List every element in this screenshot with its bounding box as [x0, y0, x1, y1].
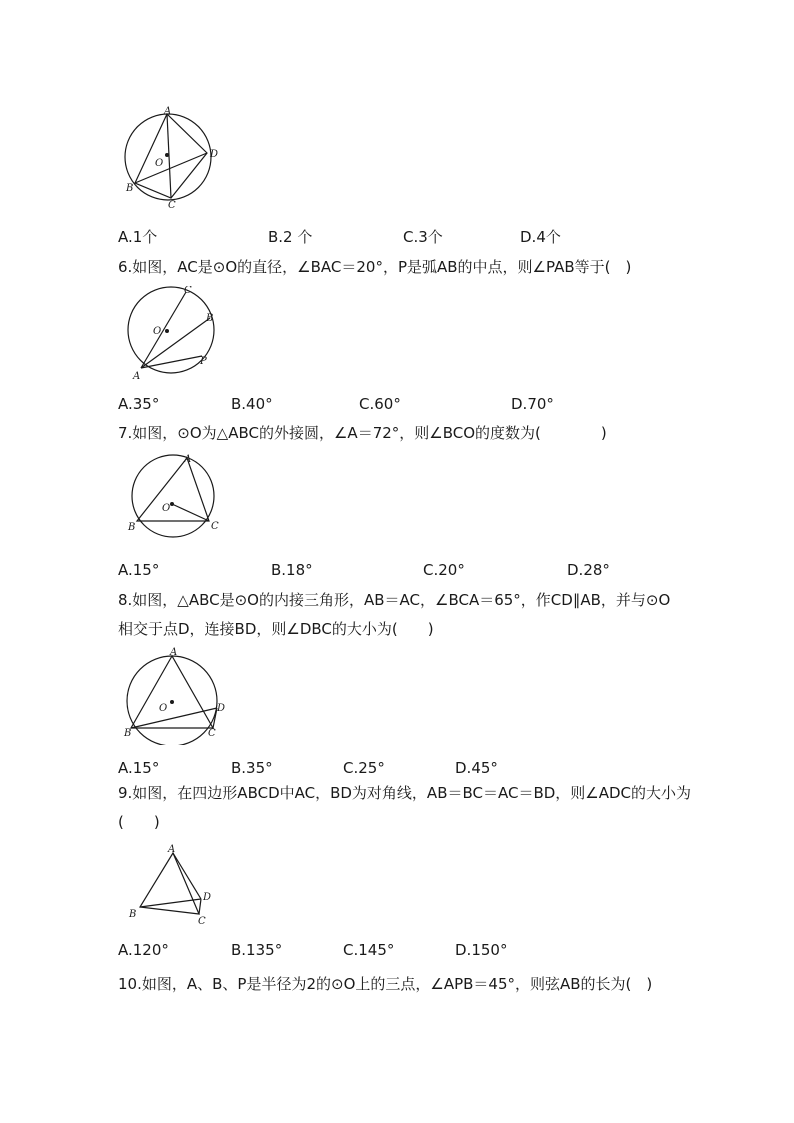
q7-option-b[interactable]: B.18° — [271, 561, 313, 579]
q6-option-c[interactable]: C.60° — [359, 395, 401, 413]
q5-center-dot — [165, 153, 169, 157]
q6-option-d[interactable]: D.70° — [511, 395, 554, 413]
q7-label-o: O — [162, 503, 171, 514]
q5-label-c: C — [168, 200, 176, 211]
q6-option-b[interactable]: B.40° — [231, 395, 273, 413]
q10-text: 10.如图，A、B、P是半径为2的⊙O上的三点，∠APB＝45°，则弦AB的长为( ) — [118, 975, 653, 993]
q5-figure — [118, 104, 228, 214]
q5-label-b: B — [126, 183, 134, 194]
q7-triangle-abc — [137, 458, 209, 521]
q7-circle — [132, 455, 214, 537]
q5-option-b[interactable]: B.2 个 — [268, 228, 313, 246]
q6-label-c: C — [184, 286, 192, 296]
q8-option-b[interactable]: B.35° — [231, 759, 273, 777]
q7-label-c: C — [211, 521, 219, 532]
q7-option-a[interactable]: A.15° — [118, 561, 160, 579]
q7-text: 7.如图，⊙O为△ABC的外接圆，∠A＝72°，则∠BCO的度数为( ) — [118, 424, 607, 442]
q9-figure — [125, 840, 220, 930]
q6-diameter-ac — [141, 292, 186, 368]
q9-text-line2: ( ) — [118, 813, 160, 831]
q8-label-d: D — [217, 703, 226, 714]
q6-label-o: O — [153, 326, 162, 337]
q8-option-d[interactable]: D.45° — [455, 759, 498, 777]
q5-label-o: O — [155, 158, 164, 169]
q7-figure — [125, 452, 225, 542]
q9-option-a[interactable]: A.120° — [118, 941, 169, 959]
q8-center-dot — [170, 700, 174, 704]
q9-segment-bd — [140, 899, 201, 907]
q7-center-dot — [170, 502, 174, 506]
q9-option-d[interactable]: D.150° — [455, 941, 508, 959]
q9-label-a: A — [168, 844, 176, 855]
q9-label-d: D — [203, 892, 212, 903]
q6-label-p: P — [200, 356, 207, 367]
q7-label-b: B — [128, 522, 136, 533]
q9-label-c: C — [198, 916, 206, 927]
q5-option-a[interactable]: A.1个 — [118, 228, 158, 246]
q8-figure — [118, 645, 233, 745]
q9-option-b[interactable]: B.135° — [231, 941, 283, 959]
q8-text-line1: 8.如图，△ABC是⊙O的内接三角形，AB＝AC，∠BCA＝65°，作CD∥AB，并与⊙O — [118, 591, 671, 609]
q8-option-c[interactable]: C.25° — [343, 759, 385, 777]
q9-segment-dc — [199, 899, 201, 914]
q9-triangle-abc — [140, 853, 199, 914]
q8-label-c: C — [208, 728, 216, 739]
q8-label-b: B — [124, 728, 132, 739]
q6-option-a[interactable]: A.35° — [118, 395, 160, 413]
q6-center-dot — [165, 329, 169, 333]
q8-option-a[interactable]: A.15° — [118, 759, 160, 777]
q6-text: 6.如图，AC是⊙O的直径，∠BAC＝20°，P是弧AB的中点，则∠PAB等于( ) — [118, 258, 632, 276]
q6-label-b: B — [206, 313, 214, 324]
q6-figure — [118, 286, 228, 381]
q9-option-c[interactable]: C.145° — [343, 941, 395, 959]
q9-segment-ad — [173, 853, 201, 899]
q6-label-a: A — [133, 371, 141, 381]
q7-option-c[interactable]: C.20° — [423, 561, 465, 579]
q9-label-b: B — [129, 909, 137, 920]
q8-segment-bd — [131, 708, 217, 728]
q7-option-d[interactable]: D.28° — [567, 561, 610, 579]
q9-text-line1: 9.如图，在四边形ABCD中AC，BD为对角线，AB＝BC＝AC＝BD，则∠ADC的大小为 — [118, 784, 692, 802]
q8-label-o: O — [159, 703, 168, 714]
q8-label-a: A — [170, 647, 178, 658]
q7-label-a: A — [184, 454, 192, 465]
q5-option-d[interactable]: D.4个 — [520, 228, 561, 246]
q5-label-a: A — [164, 106, 172, 117]
q5-chord-bd — [135, 153, 207, 183]
q8-text-line2: 相交于点D，连接BD，则∠DBC的大小为( ) — [118, 620, 434, 638]
q5-option-c[interactable]: C.3个 — [403, 228, 443, 246]
q5-label-d: D — [210, 149, 219, 160]
